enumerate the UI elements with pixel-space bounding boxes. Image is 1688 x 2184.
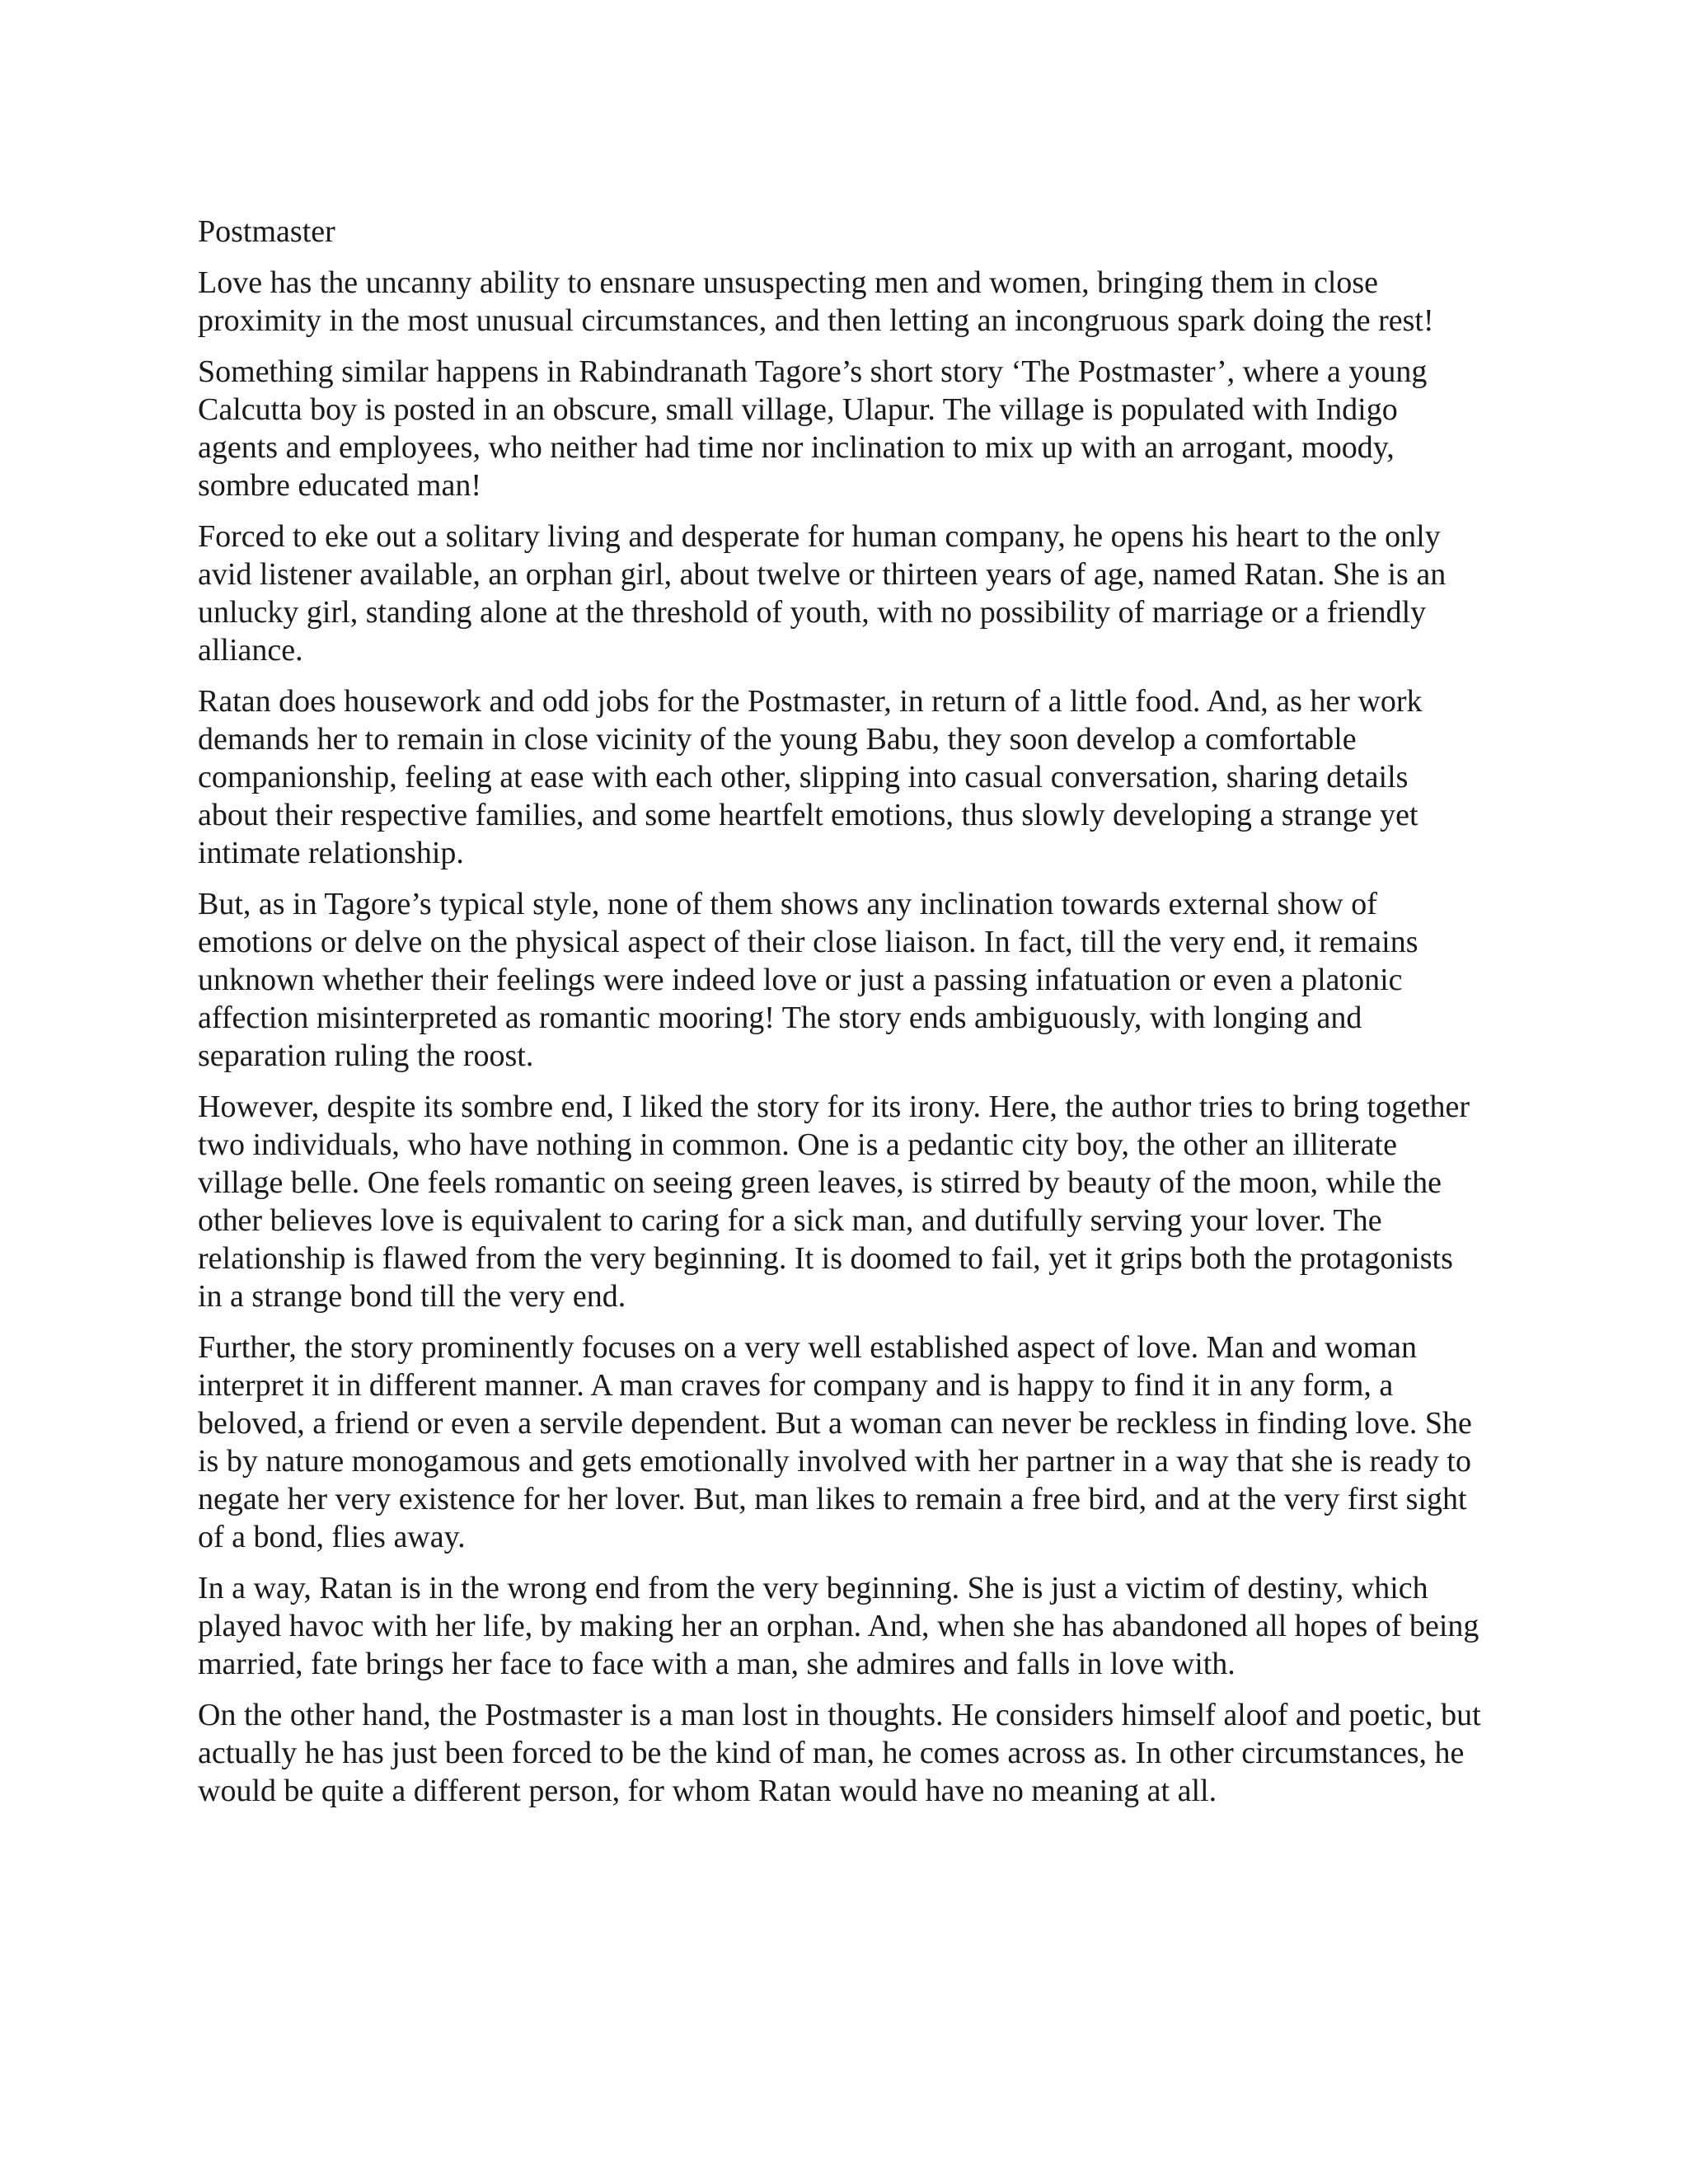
document-body (198, 213, 1484, 1823)
paragraph-7: Further, the story prominently focuses on a very well established aspect of love. Man and woman interpret it in different manner. A man craves for company and is happy to find it in any form, a beloved, a friend or even a servile dependent. But a woman can never be reckless in finding love. She is by nature monogamous and gets emotionally involved with her partner in a way that she is ready to negate her very existence for her lover. But, man likes to remain a free bird, and at the very first sight of a bond, flies away. (198, 1330, 1472, 1554)
paragraph-8: In a way, Ratan is in the wrong end from the very beginning. She is just a victim of destiny, which played havoc with her life, by making her an orphan. And, when she has abandoned all hopes of being married, fate brings her face to face with a man, she admires and falls in love with. (198, 1571, 1479, 1681)
paragraph-2: Something similar happens in Rabindranath Tagore’s short story ‘The Postmaster’, where a young Calcutta boy is posted in an obscure, small village, Ulapur. The village is populated with Indigo agents and employees, who neither had time nor inclination to mix up with an arrogant, moody, sombre educated man! (198, 354, 1428, 503)
paragraph-9: On the other hand, the Postmaster is a man lost in thoughts. He considers himself aloof and poetic, but actually he has just been forced to be the kind of man, he comes across as. In other circumstances, he would be quite a different person, for whom Ratan would have no meaning at all. (198, 1698, 1481, 1808)
paragraph-6: However, despite its sombre end, I liked the story for its irony. Here, the author tries to bring together two individuals, who have nothing in common. One is a pedantic city boy, the other an illiterate village belle. One feels romantic on seeing green leaves, is stirred by beauty of the moon, while the other believes love is equivalent to caring for a sick man, and dutifully serving your lover. The relationship is flawed from the very beginning. It is doomed to fail, yet it grips both the protagonists in a strange bond till the very end. (198, 1090, 1470, 1314)
document-title: Postmaster (198, 214, 335, 249)
paragraph-5: But, as in Tagore’s typical style, none of them shows any inclination towards external show of emotions or delve on the physical aspect of their close liaison. In fact, till the very end, it remains unknown whether their feelings were indeed love or just a passing infatuation or even a platonic affection misinterpreted as romantic mooring! The story ends ambiguously, with longing and separation ruling the roost. (198, 887, 1418, 1073)
paragraph-3: Forced to eke out a solitary living and desperate for human company, he opens his heart to the only avid listener available, an orphan girl, about twelve or thirteen years of age, named Ratan. She is an unlucky girl, standing alone at the threshold of youth, with no possibility of marriage or a friendly alliance. (198, 519, 1447, 668)
paragraph-1: Love has the uncanny ability to ensnare unsuspecting men and women, bringing them in close proximity in the most unusual circumstances, and then letting an incongruous spark doing the rest! (198, 265, 1434, 338)
paragraph-4: Ratan does housework and odd jobs for the Postmaster, in return of a little food. And, as her work demands her to remain in close vicinity of the young Babu, they soon develop a comfortable companionship, feeling at ease with each other, slipping into casual conversation, sharing details about their respective families, and some heartfelt emotions, thus slowly developing a strange yet intimate relationship. (198, 684, 1423, 870)
